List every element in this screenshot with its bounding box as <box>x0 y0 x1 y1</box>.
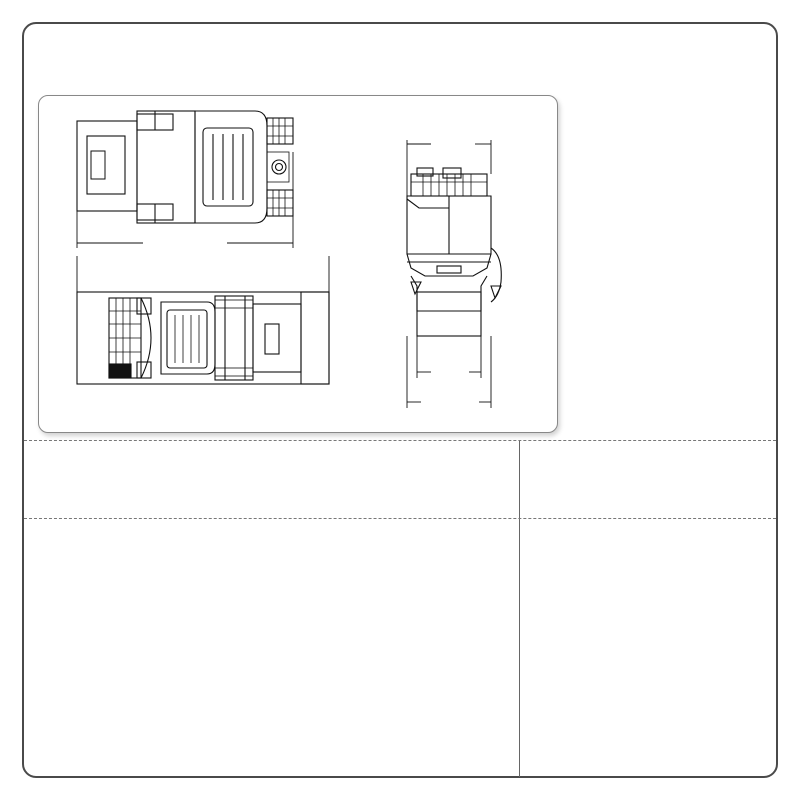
separator-vertical-mech <box>519 519 520 777</box>
product-drawing-svg <box>39 96 557 432</box>
product-drawing-panel <box>38 95 558 433</box>
separator-vertical-env <box>519 441 520 518</box>
separator-dashed-2 <box>24 518 776 519</box>
notes-panel <box>578 100 778 116</box>
separator-dashed-1 <box>24 440 776 441</box>
